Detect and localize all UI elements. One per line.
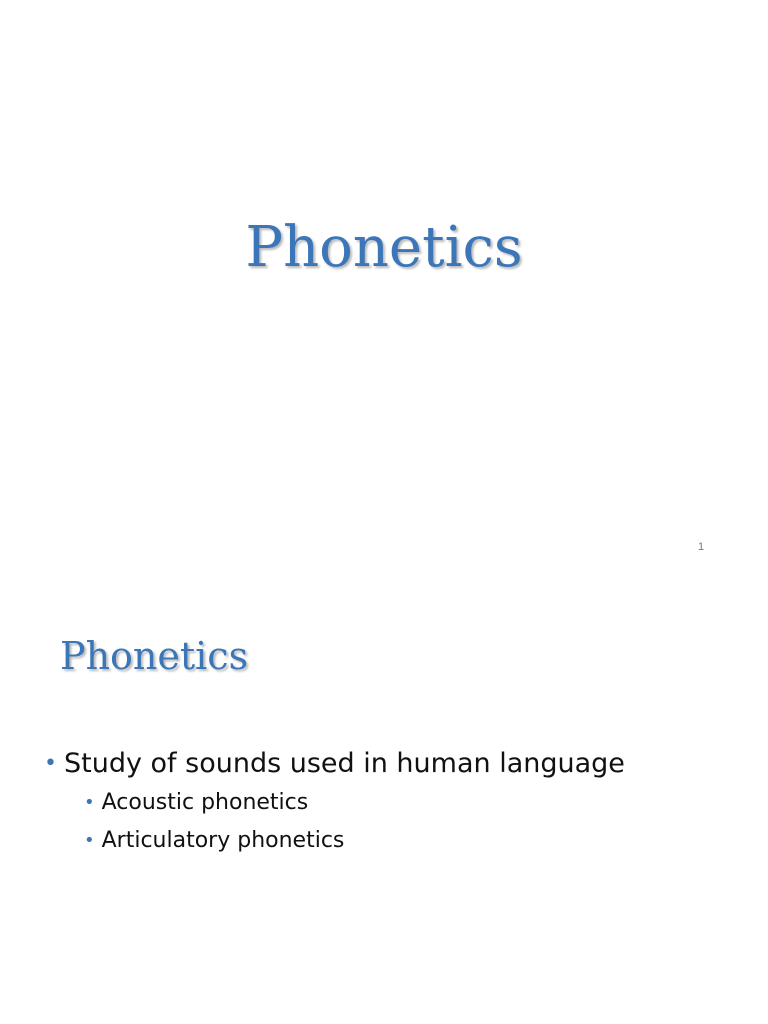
bullet-text: Articulatory phonetics [101,828,345,853]
bullet-list [44,744,625,860]
bullet-item [44,744,625,784]
sub-bullet-item [84,822,625,860]
bullet-dot-icon: • [84,792,95,813]
content-slide [0,576,768,1024]
slide-title: Phonetics [60,634,249,678]
bullet-dot-icon: • [44,751,57,776]
slide-number: 1 [698,541,705,553]
bullet-text: Acoustic phonetics [101,790,309,815]
bullet-text: Study of sounds used in human language [63,748,625,779]
bullet-dot-icon: • [84,830,95,851]
slide-title: Phonetics [245,215,523,280]
sub-bullet-item [84,784,625,822]
